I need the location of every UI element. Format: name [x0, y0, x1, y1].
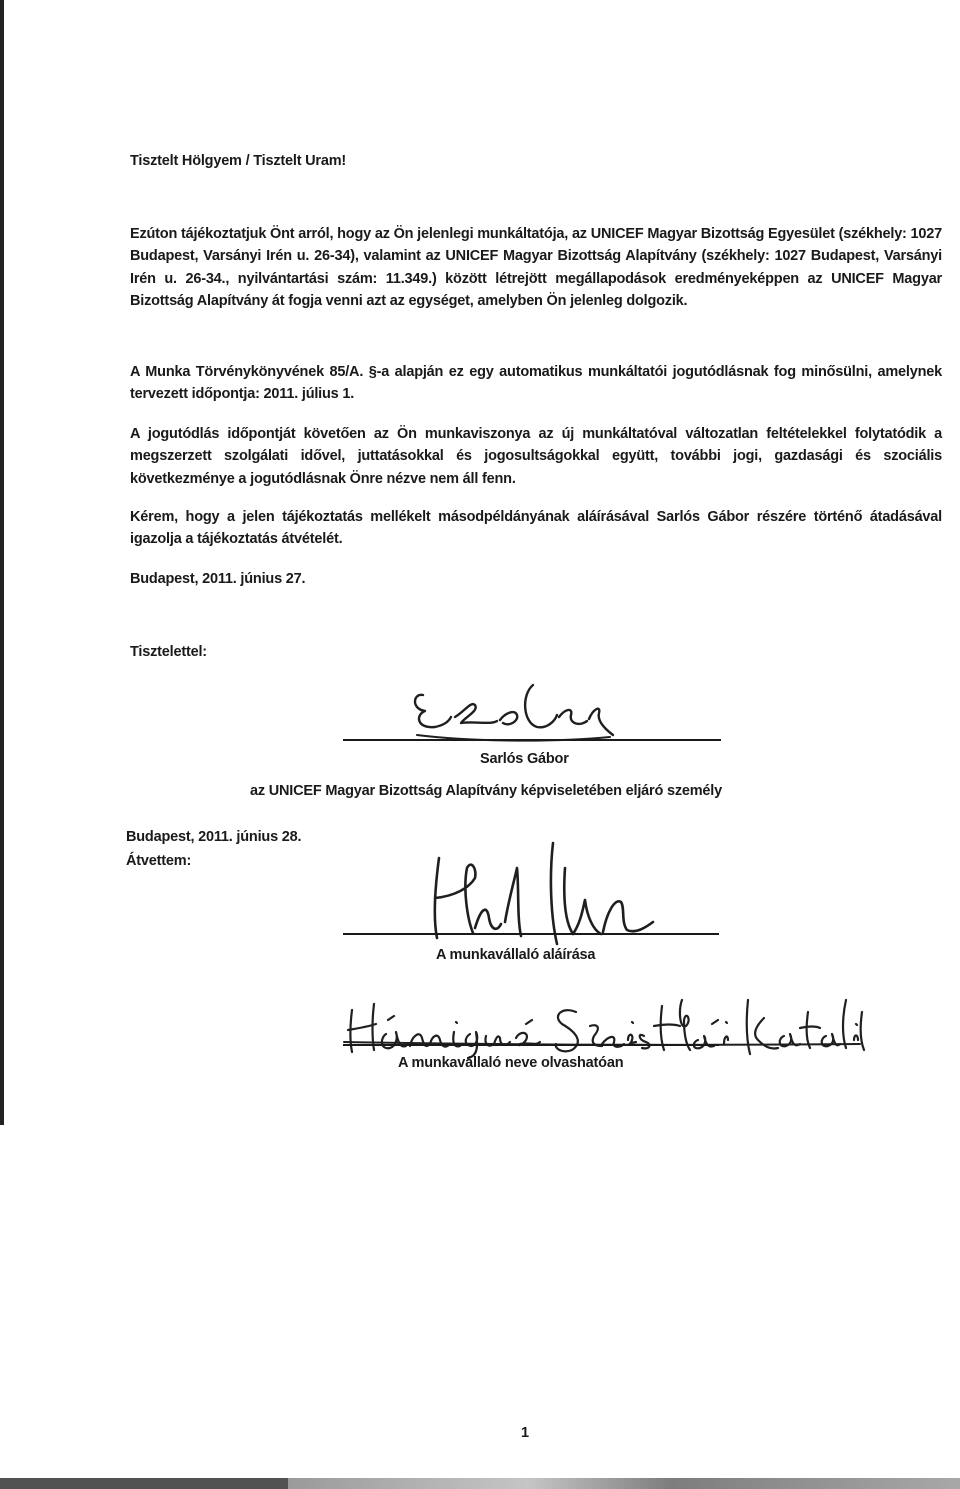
salutation: Tisztelt Hölgyem / Tisztelt Uram!	[130, 153, 347, 169]
paragraph-1: Ezúton tájékoztatjuk Önt arról, hogy az Ön jelenlegi munkáltatója, az UNICEF Magyar Bizottság Egyesület (székhely: 1027 Budapest, Varsányi Irén u. 26-34), valamint az UNICEF Magyar Bizottság Alapítvány (székhely: 1027 Budapest, Varsányi Irén u. 26-34., nyilvántartási szám: 11.349.) között létrejött megállapodások eredményeképpen az UNICEF Magyar Bizottság Alapítvány át fogja venni azt az egységet, amelyben Ön jelenleg dolgozik.	[130, 226, 942, 310]
paragraph-4: Kérem, hogy a jelen tájékoztatás mellékelt másodpéldányának aláírásával Sarlós Gábor részére történő átadásával igazolja a tájékoztatás átvételét.	[130, 509, 942, 548]
closing: Tisztelettel:	[130, 644, 207, 660]
signatory-signature	[405, 665, 615, 745]
page-number: 1	[521, 1425, 529, 1441]
signature-line-1	[343, 739, 721, 741]
signature-line-3	[343, 1044, 719, 1046]
signature-line-2	[343, 933, 719, 935]
place-date-2: Budapest, 2011. június 28.	[126, 829, 302, 845]
place-date-1: Budapest, 2011. június 27.	[130, 571, 306, 587]
paragraph-2: A Munka Törvénykönyvének 85/A. §-a alapján ez egy automatikus munkáltatói jogutódlásnak fog minősülni, amelynek tervezett időpontja: 2011. július 1.	[130, 364, 942, 403]
employee-name-caption: A munkavállaló neve olvashatóan	[398, 1055, 624, 1071]
paragraph-3: A jogutódlás időpontját követően az Ön munkaviszonya az új munkáltatóval változatlan feltételekkel folytatódik a megszerzett szolgálati idővel, juttatásokkal és jogosultságokkal együtt, további jogi, gazdasági és szociális következménye a jogutódlásnak Önre nézve nem áll fenn.	[130, 426, 942, 487]
employee-signature-caption: A munkavállaló aláírása	[436, 947, 596, 963]
employee-signature	[425, 838, 660, 948]
received-label: Átvettem:	[126, 853, 192, 869]
scan-bottom-edge	[0, 1478, 960, 1489]
employee-handwritten-name	[340, 990, 870, 1060]
signatory-name: Sarlós Gábor	[480, 751, 569, 767]
signatory-role: az UNICEF Magyar Bizottság Alapítvány képviseletében eljáró személy	[250, 783, 722, 799]
scan-left-edge	[0, 0, 4, 1125]
